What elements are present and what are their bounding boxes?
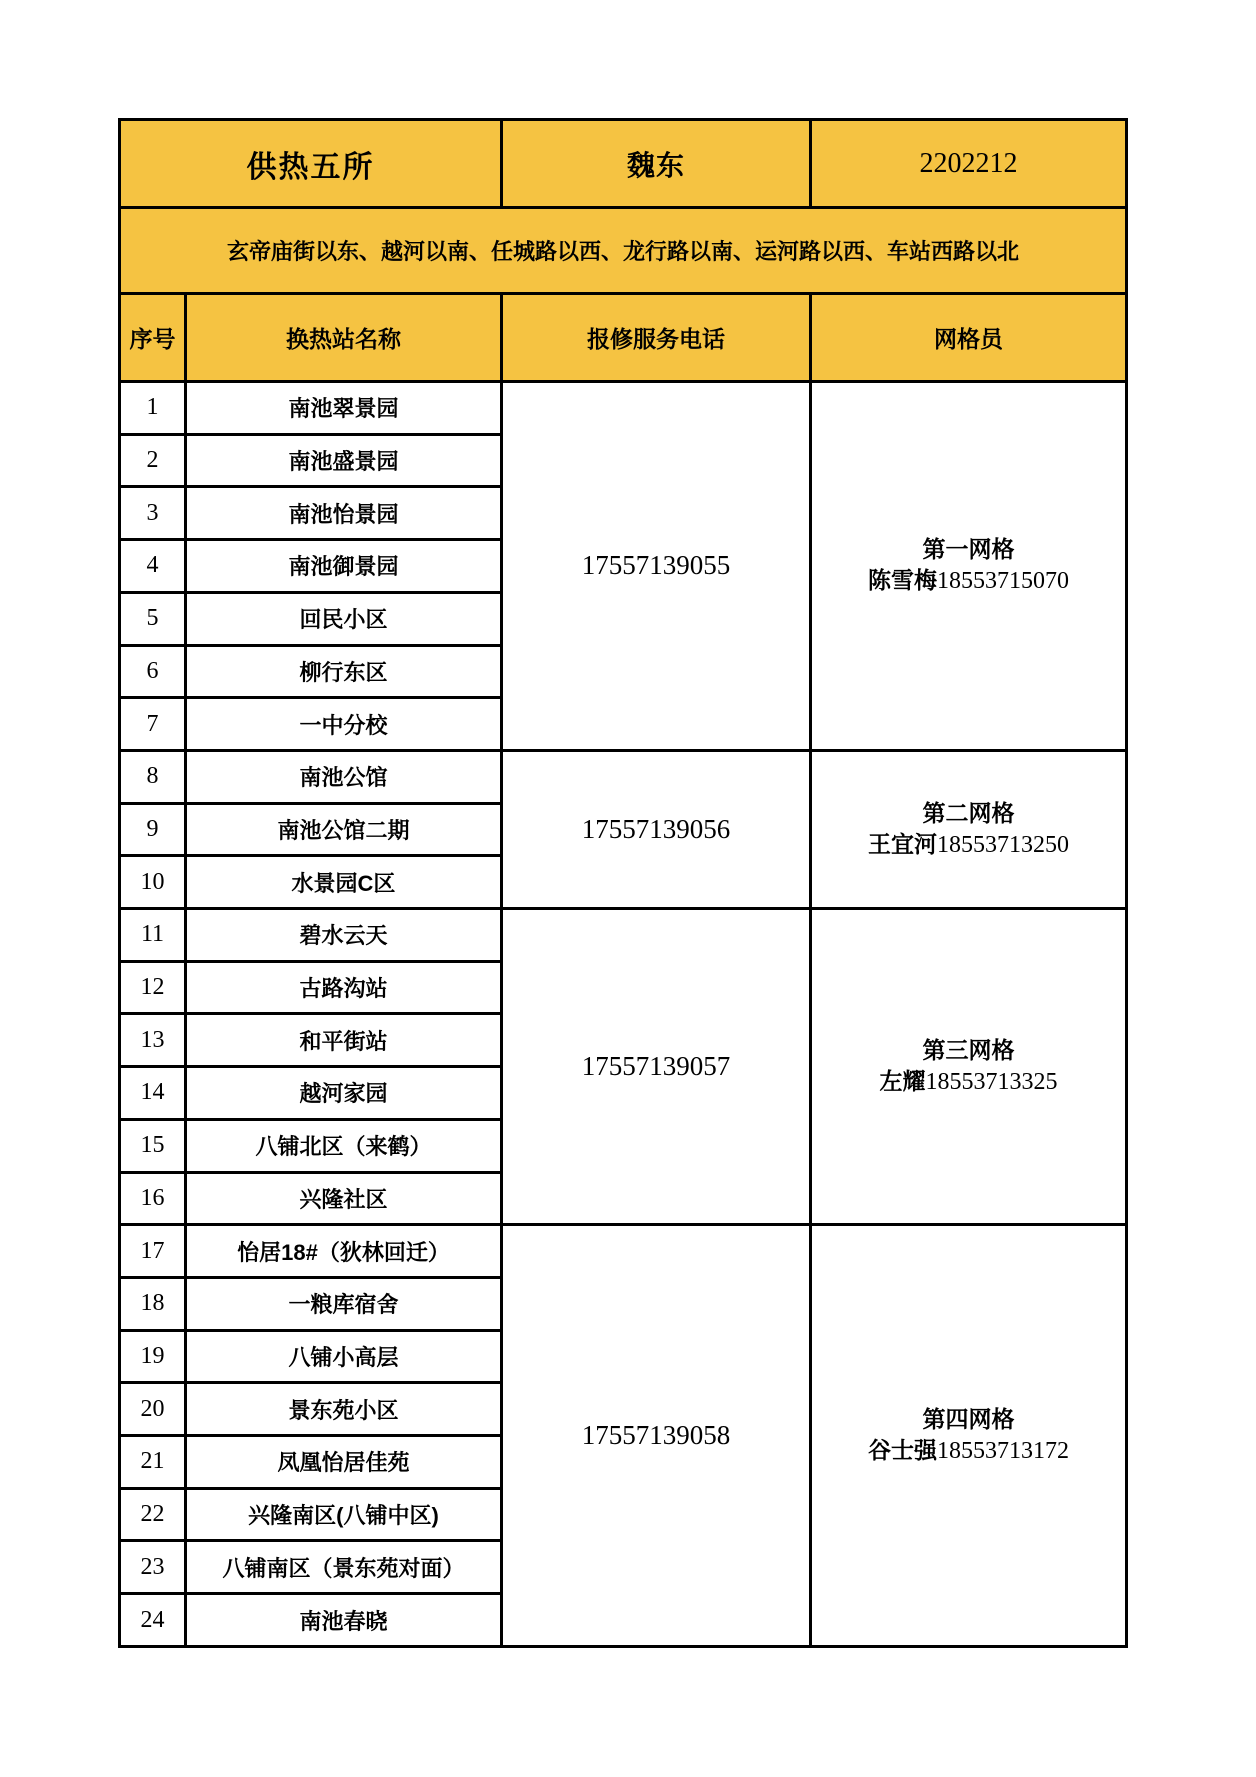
station-name-cell: 柳行东区 [186, 645, 502, 698]
grid-worker-name: 谷士强 [868, 1436, 937, 1463]
row-number-cell: 6 [120, 645, 186, 698]
row-number-cell: 23 [120, 1541, 186, 1594]
station-name-cell: 怡居18#（狄林回迁） [186, 1225, 502, 1278]
row-number-cell: 9 [120, 803, 186, 856]
repair-phone-cell: 17557139055 [502, 381, 811, 750]
grid-worker-phone: 18553715070 [937, 568, 1069, 595]
office-code-cell: 2202212 [811, 120, 1127, 208]
station-name-cell: 南池御景园 [186, 540, 502, 593]
column-header-station: 换热站名称 [186, 293, 502, 381]
row-number-cell: 11 [120, 909, 186, 962]
district-description-cell: 玄帝庙街以东、越河以南、任城路以西、龙行路以南、运河路以西、车站西路以北 [120, 208, 1127, 293]
station-name-cell: 一中分校 [186, 698, 502, 751]
grid-worker-cell [811, 381, 1127, 750]
table-row [120, 381, 1127, 434]
column-header-row [120, 293, 1127, 381]
row-number-cell: 12 [120, 961, 186, 1014]
table-row [120, 909, 1127, 962]
station-name-cell: 南池怡景园 [186, 487, 502, 540]
row-number-cell: 18 [120, 1277, 186, 1330]
grid-worker-cell [811, 909, 1127, 1225]
table-row [120, 1225, 1127, 1278]
grid-title: 第二网格 [922, 799, 1015, 826]
grid-worker-cell [811, 750, 1127, 908]
row-number-cell: 5 [120, 592, 186, 645]
station-name-cell: 南池公馆二期 [186, 803, 502, 856]
station-name-cell: 一粮库宿舍 [186, 1277, 502, 1330]
heating-station-table [118, 118, 1128, 1648]
grid-worker-name: 左耀 [879, 1067, 926, 1094]
row-number-cell: 8 [120, 750, 186, 803]
table-body [120, 381, 1127, 1646]
row-number-cell: 3 [120, 487, 186, 540]
grid-worker-cell [811, 1225, 1127, 1647]
row-number-cell: 19 [120, 1330, 186, 1383]
grid-contact-line [816, 1435, 1121, 1467]
station-name-cell: 碧水云天 [186, 909, 502, 962]
station-name-cell: 古路沟站 [186, 961, 502, 1014]
row-number-cell: 15 [120, 1119, 186, 1172]
station-name-cell: 八铺南区（景东苑对面） [186, 1541, 502, 1594]
grid-worker-name: 王宜河 [868, 830, 937, 857]
station-name-cell: 景东苑小区 [186, 1383, 502, 1436]
row-number-cell: 21 [120, 1436, 186, 1489]
district-row [120, 208, 1127, 293]
row-number-cell: 10 [120, 856, 186, 909]
row-number-cell: 22 [120, 1488, 186, 1541]
title-row [120, 120, 1127, 208]
column-header-no: 序号 [120, 293, 186, 381]
station-name-cell: 南池盛景园 [186, 434, 502, 487]
row-number-cell: 14 [120, 1067, 186, 1120]
grid-worker-name: 陈雪梅 [868, 567, 937, 594]
station-name-cell: 兴隆社区 [186, 1172, 502, 1225]
station-name-cell: 南池公馆 [186, 750, 502, 803]
station-name-cell: 水景园C区 [186, 856, 502, 909]
row-number-cell: 16 [120, 1172, 186, 1225]
grid-worker-phone: 18553713250 [937, 831, 1069, 858]
repair-phone-cell: 17557139058 [502, 1225, 811, 1647]
row-number-cell: 7 [120, 698, 186, 751]
grid-title: 第三网格 [922, 1036, 1015, 1063]
station-name-cell: 南池春晓 [186, 1594, 502, 1647]
column-header-phone: 报修服务电话 [502, 293, 811, 381]
station-name-cell: 南池翠景园 [186, 381, 502, 434]
grid-contact-line [816, 829, 1121, 861]
row-number-cell: 2 [120, 434, 186, 487]
row-number-cell: 24 [120, 1594, 186, 1647]
repair-phone-cell: 17557139057 [502, 909, 811, 1225]
manager-name-cell: 魏东 [502, 120, 811, 208]
office-name-cell: 供热五所 [120, 120, 502, 208]
grid-title: 第一网格 [922, 536, 1015, 563]
row-number-cell: 20 [120, 1383, 186, 1436]
station-name-cell: 八铺北区（来鹤） [186, 1119, 502, 1172]
table-row [120, 750, 1127, 803]
station-name-cell: 凤凰怡居佳苑 [186, 1436, 502, 1489]
row-number-cell: 17 [120, 1225, 186, 1278]
row-number-cell: 1 [120, 381, 186, 434]
station-name-cell: 回民小区 [186, 592, 502, 645]
station-name-cell: 八铺小高层 [186, 1330, 502, 1383]
station-name-cell: 和平街站 [186, 1014, 502, 1067]
grid-contact-line [816, 1066, 1121, 1098]
station-name-cell: 越河家园 [186, 1067, 502, 1120]
repair-phone-cell: 17557139056 [502, 750, 811, 908]
row-number-cell: 13 [120, 1014, 186, 1067]
grid-contact-line [816, 565, 1121, 597]
station-name-cell: 兴隆南区(八铺中区) [186, 1488, 502, 1541]
grid-worker-phone: 18553713325 [925, 1068, 1058, 1095]
column-header-grid: 网格员 [811, 293, 1127, 381]
grid-worker-phone: 18553713172 [937, 1437, 1069, 1464]
grid-title: 第四网格 [922, 1405, 1015, 1432]
row-number-cell: 4 [120, 540, 186, 593]
